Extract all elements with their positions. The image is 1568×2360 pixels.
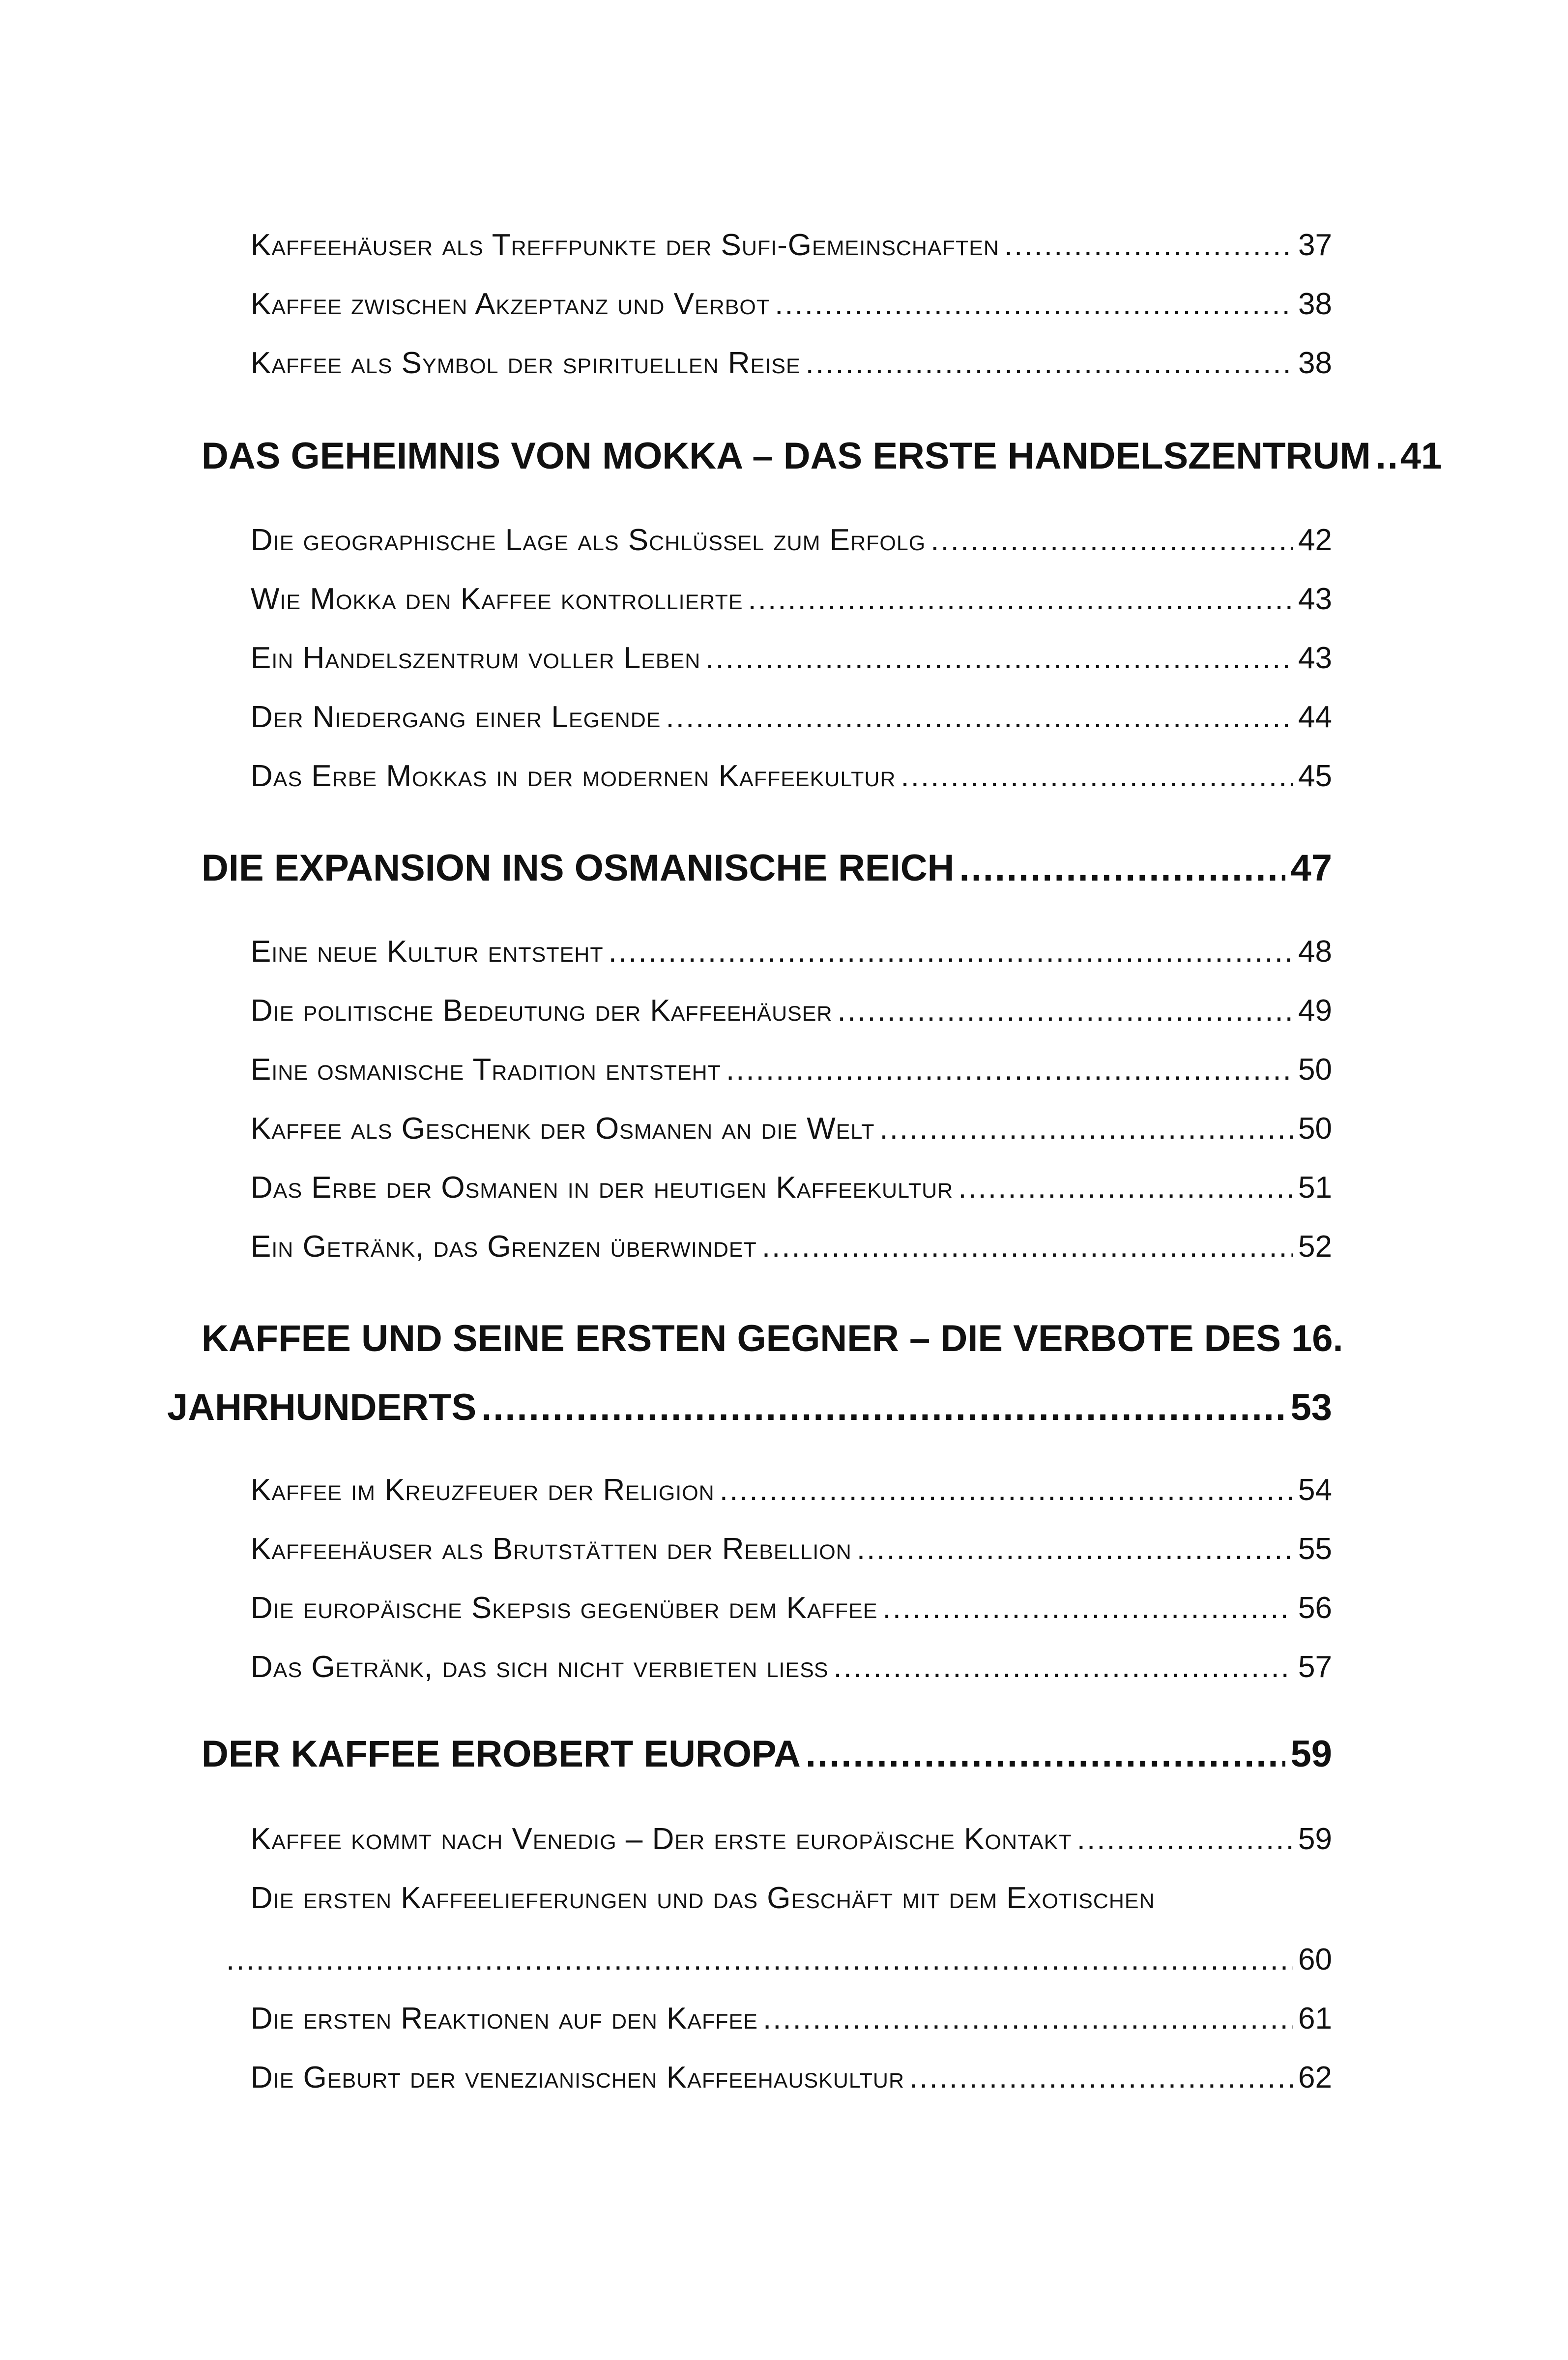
toc-entry-page: 38 — [1298, 346, 1332, 380]
toc-chapter-page: 41 — [1400, 435, 1442, 477]
dot-leader — [806, 348, 1293, 379]
dot-leader — [763, 2004, 1293, 2034]
toc-entry[interactable] — [167, 643, 1332, 674]
toc-entry[interactable] — [167, 1824, 1332, 1855]
toc-entry-title: Eine osmanische Tradition entsteht — [251, 1053, 721, 1087]
toc-entry[interactable] — [167, 1232, 1332, 1262]
toc-entry[interactable] — [167, 1534, 1332, 1564]
toc-entry[interactable] — [167, 230, 1332, 261]
toc-chapter-page: 53 — [1290, 1386, 1332, 1428]
toc-entry[interactable] — [167, 2004, 1332, 2034]
toc-entry-page: 51 — [1298, 1171, 1332, 1205]
toc-entry-page: 50 — [1298, 1053, 1332, 1087]
dot-leader — [609, 937, 1293, 967]
dot-leader — [879, 1114, 1293, 1144]
dot-leader — [481, 1389, 1285, 1426]
toc-chapter-title: DAS GEHEIMNIS VON MOKKA – DAS ERSTE HANDELSZENTRUM — [202, 435, 1371, 477]
toc-entry-title: Ein Getränk, das Grenzen überwindet — [251, 1230, 757, 1264]
dot-leader — [958, 1173, 1293, 1203]
toc-entry-page: 55 — [1298, 1532, 1332, 1566]
dot-leader — [806, 1736, 1286, 1773]
toc-entry-title: Die Geburt der venezianischen Kaffeehauskultur — [251, 2061, 905, 2094]
toc-entry[interactable] — [167, 1173, 1332, 1203]
toc-entry-page: 38 — [1298, 287, 1332, 321]
toc-chapter[interactable] — [167, 847, 1332, 889]
dot-leader — [834, 1652, 1294, 1682]
toc-entry[interactable] — [167, 289, 1332, 320]
toc-entry[interactable] — [167, 348, 1332, 379]
toc-entry[interactable] — [167, 761, 1332, 792]
toc-chapter-title: DIE EXPANSION INS OSMANISCHE REICH — [202, 847, 955, 889]
toc-entry-title: Ein Handelszentrum voller Leben — [251, 641, 701, 675]
table-of-contents — [167, 0, 1442, 2360]
toc-entry-page: 54 — [1298, 1473, 1332, 1507]
toc-entry-title: Die ersten Reaktionen auf den Kaffee — [251, 2002, 758, 2036]
toc-entry-page: 45 — [1298, 759, 1332, 793]
toc-entry-page: 43 — [1298, 641, 1332, 675]
toc-entry-title: Die politische Bedeutung der Kaffeehäuser — [251, 994, 833, 1028]
toc-entry-page: 57 — [1298, 1650, 1332, 1684]
toc-entry[interactable] — [167, 584, 1332, 615]
toc-entry-title: Das Erbe Mokkas in der modernen Kaffeekultur — [251, 759, 896, 793]
toc-entry-title: Kaffeehäuser als Treffpunkte der Sufi-Gemeinschaften — [251, 228, 999, 262]
toc-entry-title: Die geographische Lage als Schlüssel zum Erfolg — [251, 523, 926, 557]
toc-entry[interactable] — [167, 996, 1332, 1026]
dot-leader — [1376, 438, 1395, 475]
dot-leader — [1004, 230, 1293, 261]
dot-leader — [857, 1534, 1293, 1564]
toc-entry-page: 48 — [1298, 935, 1332, 969]
dot-leader — [930, 525, 1293, 556]
toc-entry-title: Kaffee im Kreuzfeuer der Religion — [251, 1473, 715, 1507]
toc-entry-page: 61 — [1298, 2002, 1332, 2036]
toc-entry-title-line1[interactable]: Die ersten Kaffeelieferungen und das Geschäft mit dem Exotischen — [251, 1881, 1155, 1915]
toc-chapter[interactable] — [167, 435, 1442, 477]
toc-entry[interactable] — [167, 1945, 1332, 1975]
toc-entry[interactable] — [167, 1114, 1332, 1144]
toc-entry[interactable] — [167, 702, 1332, 733]
toc-entry-page: 44 — [1298, 700, 1332, 734]
toc-chapter-title-line2: JAHRHUNDERTS — [167, 1386, 477, 1428]
toc-entry-page: 37 — [1298, 228, 1332, 262]
toc-chapter-page: 59 — [1290, 1733, 1332, 1775]
dot-leader — [705, 643, 1293, 674]
toc-entry-title: Kaffeehäuser als Brutstätten der Rebellion — [251, 1532, 852, 1566]
toc-entry-title: Wie Mokka den Kaffee kontrollierte — [251, 582, 743, 616]
dot-leader — [775, 289, 1293, 320]
toc-chapter-title-line1[interactable]: KAFFEE UND SEINE ERSTEN GEGNER – DIE VERBOTE DES 16. — [202, 1318, 1343, 1359]
toc-entry-title: Das Erbe der Osmanen in der heutigen Kaffeekultur — [251, 1171, 954, 1205]
toc-entry-page: 49 — [1298, 994, 1332, 1028]
toc-entry-title: Kaffee als Geschenk der Osmanen an die Welt — [251, 1112, 875, 1146]
dot-leader — [959, 850, 1285, 887]
dot-leader — [909, 2063, 1293, 2093]
toc-entry-title: Eine neue Kultur entsteht — [251, 935, 604, 969]
toc-entry-page: 60 — [1298, 1943, 1332, 1976]
toc-entry[interactable] — [167, 525, 1332, 556]
dot-leader — [666, 702, 1294, 733]
toc-entry-page: 43 — [1298, 582, 1332, 616]
toc-entry[interactable] — [167, 2063, 1332, 2093]
toc-entry-page: 50 — [1298, 1112, 1332, 1146]
toc-chapter-page: 47 — [1290, 847, 1332, 889]
dot-leader — [762, 1232, 1293, 1262]
dot-leader — [748, 584, 1294, 615]
toc-chapter[interactable] — [167, 1386, 1332, 1428]
toc-entry[interactable] — [167, 1475, 1332, 1505]
toc-entry-page: 62 — [1298, 2061, 1332, 2094]
toc-chapter-title: DER KAFFEE EROBERT EUROPA — [202, 1733, 801, 1775]
toc-entry-page: 42 — [1298, 523, 1332, 557]
dot-leader — [838, 996, 1294, 1026]
toc-entry-title: Kaffee kommt nach Venedig – Der erste europäische Kontakt — [251, 1822, 1072, 1856]
toc-entry-title: Kaffee als Symbol der spirituellen Reise — [251, 346, 801, 380]
dot-leader — [883, 1593, 1294, 1623]
dot-leader — [1077, 1824, 1293, 1855]
toc-entry-page: 52 — [1298, 1230, 1332, 1264]
toc-entry[interactable] — [167, 937, 1332, 967]
dot-leader — [226, 1945, 1293, 1975]
toc-entry-title: Kaffee zwischen Akzeptanz und Verbot — [251, 287, 770, 321]
toc-entry-page: 56 — [1298, 1591, 1332, 1625]
dot-leader — [720, 1475, 1293, 1505]
toc-entry-title: Die europäische Skepsis gegenüber dem Kaffee — [251, 1591, 878, 1625]
toc-chapter[interactable] — [167, 1733, 1332, 1775]
toc-entry-title: Das Getränk, das sich nicht verbieten ließ — [251, 1650, 829, 1684]
dot-leader — [900, 761, 1293, 792]
toc-entry-title: Der Niedergang einer Legende — [251, 700, 661, 734]
toc-entry-page: 59 — [1298, 1822, 1332, 1856]
toc-entry[interactable] — [167, 1593, 1332, 1623]
toc-entry[interactable] — [167, 1652, 1332, 1682]
dot-leader — [726, 1055, 1293, 1085]
toc-entry[interactable] — [167, 1055, 1332, 1085]
